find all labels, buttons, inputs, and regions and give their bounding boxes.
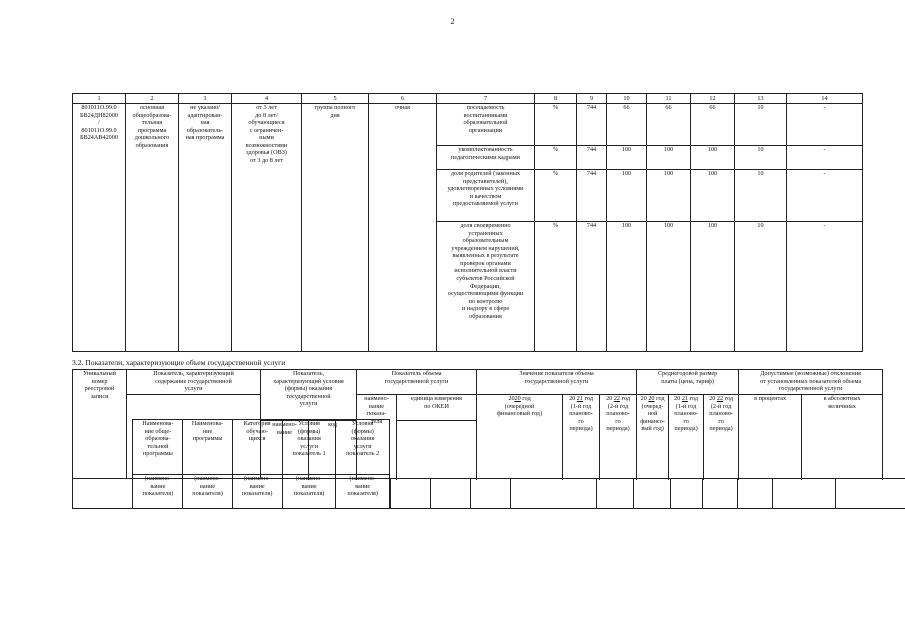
page-number: 2 [450, 17, 455, 26]
header-cell: 5 [302, 94, 369, 104]
table-row [391, 479, 905, 509]
header-okei: единица измерения по ОКЕИ [397, 395, 477, 421]
quality-indicators-table [72, 93, 863, 352]
indicator-name-cell: доля родителей (законных представителей), удовлетворенных условиями и качеством предоставляемой услуги [437, 170, 535, 222]
header-cell: 3 [179, 94, 232, 104]
registry-number-cell: 801011О.99.0 БВ24ДН82000 / 801011О.99.0 БВ24АВ42000 [73, 104, 126, 352]
header-year-plan2: 20 22 год (2-й год планово- го периода) [600, 395, 637, 479]
header-content: Показатель, характеризующий содержание государственной услуги [127, 370, 261, 395]
empty-cell [738, 479, 773, 509]
value-cell: 66 [607, 104, 647, 146]
value-cell: 66 [647, 104, 691, 146]
unit-cell: % [535, 170, 577, 222]
volume-empty-row-table [390, 478, 905, 509]
empty-cell [703, 479, 738, 509]
subheader-program: Наименова- ние программы [183, 420, 232, 475]
value-cell: 66 [691, 104, 735, 146]
header-cell: 12 [691, 94, 735, 104]
table-row [73, 104, 863, 146]
value-cell: 100 [691, 170, 735, 222]
header-volume: Показатель объема государственной услуги [357, 370, 477, 395]
deviation-cell: 10 [735, 104, 787, 146]
header-price-plan1: 20 21 год (1-й год планово- го периода) [669, 395, 704, 479]
value-cell: 100 [607, 170, 647, 222]
category-cell: от 3 лет до 8 лет/ обучающиеся с ограничен- ными возможностями здоровья (ОВЗ) от 3 до 8 лет [232, 104, 302, 352]
header-unique-number: Уникальный номер реестровой записи [73, 370, 127, 479]
deviation-abs-cell: - [787, 170, 863, 222]
header-volume-name: наимено- вание показа- теля [357, 395, 397, 479]
unit-cell: % [535, 146, 577, 170]
header-cell: 8 [535, 94, 577, 104]
code-cell: 744 [577, 222, 607, 352]
header-cell: 7 [437, 94, 535, 104]
deviation-cell: 10 [735, 222, 787, 352]
group-cell: группа полного дня [302, 104, 369, 352]
header-cell: 6 [369, 94, 437, 104]
subheader-program-name: Наименова- ние обще- образова- тельной программы [133, 420, 183, 475]
subheader-indicator-name: (наимено- вание показателя) [232, 475, 282, 509]
section-title: 3.2. Показатели, характеризующие объем государственной услуги [72, 358, 286, 367]
empty-cell [391, 479, 431, 509]
empty-cell [634, 479, 671, 509]
header-price-current: 20 20 год (очеред- ной финансо- вый год) [637, 395, 669, 479]
empty-cell [511, 479, 597, 509]
empty-cell [773, 479, 836, 509]
subheader-condition-1: Условия (формы) оказания услуги показатель 1 [282, 420, 336, 475]
subheader-indicator-name: (наимено- вание показателя) [336, 475, 390, 509]
header-price: Среднегодовой размер платы (цена, тариф) [637, 370, 739, 395]
subheader-condition-2: Условия (формы) оказания услуги показатель 2 [336, 420, 390, 475]
subheader-indicator-name: (наимено- вание показателя) [133, 475, 183, 509]
program-type-cell: не указано/ адаптирован- ная образователь- ная программа [179, 104, 232, 352]
unit-cell: % [535, 104, 577, 146]
deviation-cell: 10 [735, 146, 787, 170]
value-cell: 100 [607, 146, 647, 170]
header-absolute: в абсолютных величинах [802, 395, 883, 479]
subheader-category: Категория обучаю- щихся [232, 420, 282, 475]
indicator-name-cell: доля своевременно устраненных образовательным учреждением нарушений, выявленных в результате проверок органами исполнительной власти субъектов Российской Федерации, осуществляющими функции по контролю и надзору в сфере образования [437, 222, 535, 352]
empty-cell [471, 479, 511, 509]
unique-number-empty [73, 420, 133, 509]
value-cell: 100 [607, 222, 647, 352]
header-okei-code: код [309, 421, 357, 479]
program-cell: основная общеобразова- тельная программа дошкольного образования [126, 104, 179, 352]
header-deviations: Допустимые (возможные) отклонения от установленных показателей объема государственной услуги [739, 370, 883, 395]
indicator-name-cell: укомплектованность педагогическими кадрами [437, 146, 535, 170]
header-okei-name: наимено- вание [261, 421, 309, 479]
header-percent: в процентах [739, 395, 802, 479]
table-header-row [73, 370, 883, 395]
header-cell: 10 [607, 94, 647, 104]
header-year-current: 2020 год (очередной финансовый год) [477, 395, 563, 479]
header-cell: 4 [232, 94, 302, 104]
code-cell: 744 [577, 146, 607, 170]
header-cell: 2 [126, 94, 179, 104]
form-cell: очная [369, 104, 437, 352]
deviation-abs-cell: - [787, 146, 863, 170]
header-price-plan2: 20 22 год (2-й год планово- го периода) [704, 395, 739, 479]
value-cell: 100 [647, 146, 691, 170]
header-conditions: Показатель, характеризующий условия (формы) оказания государственной услуги [261, 370, 357, 421]
header-cell: 14 [787, 94, 863, 104]
value-cell: 100 [647, 222, 691, 352]
empty-cell [671, 479, 703, 509]
value-cell: 100 [647, 170, 691, 222]
unit-cell: % [535, 222, 577, 352]
deviation-cell: 10 [735, 170, 787, 222]
empty-cell [597, 479, 634, 509]
header-cell: 11 [647, 94, 691, 104]
volume-subheader-table [72, 419, 390, 509]
empty-cell [431, 479, 471, 509]
header-cell: 9 [577, 94, 607, 104]
code-cell: 744 [577, 170, 607, 222]
value-cell: 100 [691, 222, 735, 352]
value-cell: 100 [691, 146, 735, 170]
deviation-abs-cell: - [787, 222, 863, 352]
header-value: Значение показателя объема государственной услуги [477, 370, 637, 395]
header-year-plan1: 20 21 год (1-й год планово- го периода) [563, 395, 600, 479]
table-row [73, 420, 390, 475]
deviation-abs-cell: - [787, 104, 863, 146]
header-cell: 13 [735, 94, 787, 104]
subheader-indicator-name: (наимено- вание показателя) [183, 475, 232, 509]
empty-cell [836, 479, 905, 509]
table-header-row [73, 395, 883, 421]
indicator-name-cell: посещаемость воспитанниками образовательной организации [437, 104, 535, 146]
subheader-indicator-name: (наимено- вание показателя) [282, 475, 336, 509]
code-cell: 744 [577, 104, 607, 146]
header-cell: 1 [73, 94, 126, 104]
table-header-row [73, 94, 863, 104]
